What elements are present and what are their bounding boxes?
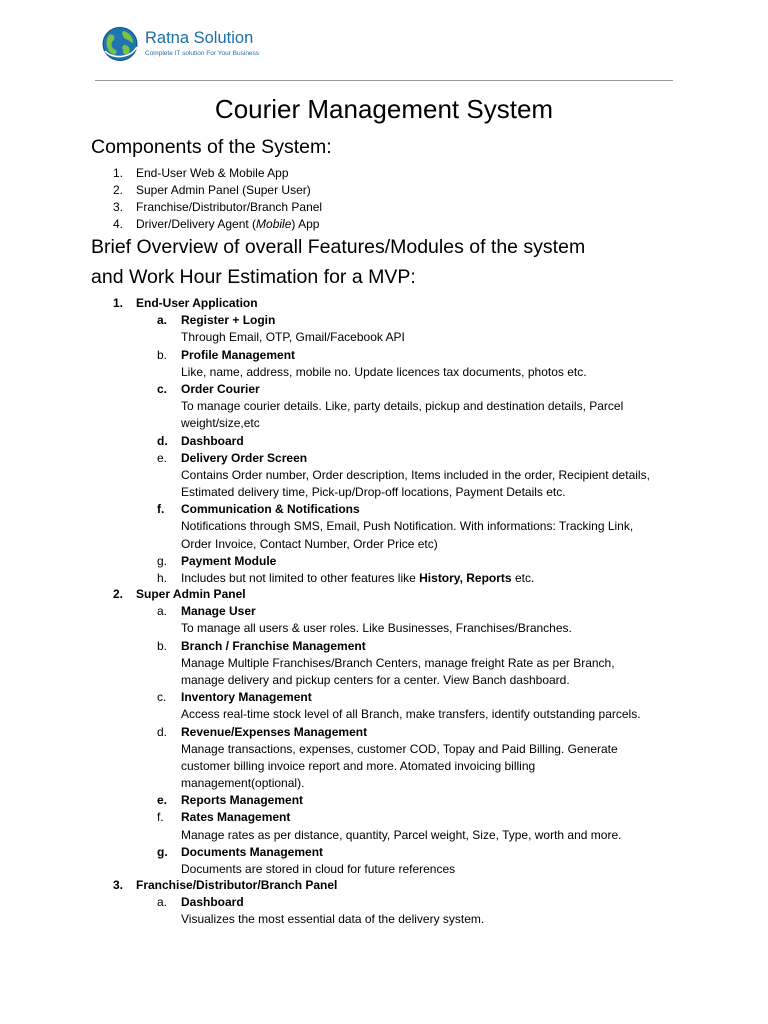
- section-franchise-panel: [0, 877, 768, 929]
- feature-title: [0, 809, 768, 826]
- feature-title: [0, 381, 768, 398]
- feature-title: [0, 553, 768, 570]
- feature-title-text: Delivery Order Screen: [181, 450, 308, 465]
- feature-description: Access real-time stock level of all Branch, make transfers, identify outstanding parcels.: [181, 707, 641, 722]
- item-letter: g.: [157, 553, 168, 568]
- list-number: 1.: [113, 166, 124, 180]
- feature-title-text: Inventory Management: [181, 690, 312, 705]
- feature-title: [0, 792, 768, 809]
- overview-heading-line1: Brief Overview of overall Features/Modules of the system: [91, 236, 586, 258]
- feature-title: [0, 844, 768, 861]
- overview-heading: [91, 232, 585, 292]
- feature-description: Manage rates as per distance, quantity, Parcel weight, Size, Type, worth and more.: [181, 827, 622, 842]
- component-text-post: ) App: [291, 217, 320, 232]
- component-text-pre: Driver/Delivery Agent (: [136, 217, 257, 232]
- document-title: Courier Management System: [214, 94, 554, 124]
- feature-description: Notifications through SMS, Email, Push Notification. With informations: Tracking Link,: [181, 519, 634, 534]
- feature-title-text: Rates Management: [181, 810, 291, 825]
- feature-title: [0, 501, 768, 518]
- company-name: Ratna Solution: [145, 29, 254, 47]
- feature-description: To manage all users & user roles. Like Businesses, Franchises/Branches.: [181, 621, 572, 636]
- item-letter: c.: [157, 690, 167, 705]
- feature-title-text: Revenue/Expenses Management: [181, 724, 368, 739]
- section-heading: [0, 586, 768, 603]
- section-heading: [0, 295, 768, 312]
- feature-text-pre: Includes but not limited to other features like: [181, 571, 420, 585]
- component-text: Super Admin Panel (Super User): [136, 183, 311, 198]
- feature-description: Documents are stored in cloud for future references: [181, 862, 456, 876]
- section-title: Franchise/Distributor/Branch Panel: [136, 878, 338, 892]
- section-end-user-application: [0, 295, 768, 587]
- feature-text-bold: History, Reports: [419, 571, 512, 585]
- feature-description: Manage transactions, expenses, customer COD, Topay and Paid Billing. Generate: [181, 741, 618, 756]
- feature-title: [0, 433, 768, 450]
- item-letter: e.: [157, 450, 168, 465]
- component-text: End-User Web & Mobile App: [136, 166, 289, 180]
- feature-text-post: etc.: [511, 571, 535, 585]
- feature-title-text: Manage User: [181, 604, 256, 619]
- feature-title-text: Order Courier: [181, 381, 260, 396]
- component-item: [0, 165, 768, 182]
- feature-description: manage delivery and pickup centers for a center. View Banch dashboard.: [181, 672, 570, 687]
- components-heading: Components of the System:: [91, 136, 332, 158]
- feature-description: weight/size,etc: [181, 416, 260, 431]
- item-letter: f.: [157, 502, 165, 517]
- feature-title: [0, 603, 768, 620]
- feature-description: Visualizes the most essential data of the delivery system.: [181, 912, 485, 927]
- component-text-emphasis: Mobile: [256, 217, 292, 232]
- feature-title-text: Register + Login: [181, 313, 276, 328]
- feature-title: [0, 724, 768, 741]
- section-number: 2.: [113, 587, 124, 601]
- item-letter: d.: [157, 433, 168, 448]
- feature-title: [0, 312, 768, 329]
- item-letter: d.: [157, 724, 168, 739]
- item-letter: a.: [157, 895, 168, 910]
- item-letter: a.: [157, 313, 168, 328]
- overview-heading-line2: and Work Hour Estimation for a MVP:: [91, 266, 416, 288]
- feature-description: management(optional).: [181, 776, 305, 791]
- company-tagline: Complete IT solution For Your Business: [145, 50, 260, 57]
- item-letter: b.: [157, 347, 168, 362]
- list-number: 3.: [113, 200, 124, 215]
- item-letter: b.: [157, 638, 168, 653]
- company-logo: [100, 24, 280, 64]
- feature-description: To manage courier details. Like, party details, pickup and destination details, Parcel: [181, 399, 624, 414]
- section-number: 1.: [113, 296, 124, 310]
- feature-title: [0, 689, 768, 706]
- feature-title: [0, 894, 768, 911]
- feature-description: Order Invoice, Contact Number, Order Price etc): [181, 536, 438, 551]
- feature-title-text: Branch / Franchise Management: [181, 638, 366, 653]
- feature-title-text: Communication & Notifications: [181, 502, 360, 517]
- components-list: [0, 165, 768, 233]
- globe-logo-icon: [100, 25, 140, 63]
- item-letter: a.: [157, 604, 168, 619]
- section-heading: [0, 877, 768, 894]
- section-super-admin-panel: [0, 586, 768, 878]
- feature-description: Manage Multiple Franchises/Branch Centers, manage freight Rate as per Branch,: [181, 655, 615, 670]
- item-letter: f.: [157, 810, 164, 825]
- feature-title: [0, 450, 768, 467]
- feature-description: customer billing invoice report and more. Atomated invoicing billing: [181, 758, 536, 773]
- list-number: 2.: [113, 183, 124, 198]
- section-title: Super Admin Panel: [136, 587, 246, 601]
- feature-description: Contains Order number, Order description, Items included in the order, Recipient details,: [181, 467, 650, 482]
- item-letter: e.: [157, 793, 168, 808]
- section-number: 3.: [113, 878, 124, 892]
- component-text: Franchise/Distributor/Branch Panel: [136, 200, 323, 215]
- feature-title: [0, 638, 768, 655]
- feature-title-text: Payment Module: [181, 553, 277, 568]
- list-number: 4.: [113, 217, 124, 232]
- feature-title-text: Dashboard: [181, 433, 244, 448]
- feature-title: [0, 347, 768, 364]
- item-letter: g.: [157, 844, 168, 859]
- component-item: [0, 216, 768, 233]
- section-title: End-User Application: [136, 296, 258, 310]
- feature-description: Estimated delivery time, Pick-up/Drop-off locations, Payment Details etc.: [181, 485, 566, 500]
- feature-description: Like, name, address, mobile no. Update licences tax documents, photos etc.: [181, 364, 587, 379]
- header-divider: [95, 80, 673, 81]
- feature-title-text: Documents Management: [181, 844, 324, 859]
- feature-title-text: Dashboard: [181, 895, 244, 910]
- component-item: [0, 182, 768, 199]
- feature-description: Through Email, OTP, Gmail/Facebook API: [181, 330, 405, 345]
- feature-line: [0, 570, 768, 587]
- feature-title-text: Profile Management: [181, 347, 296, 362]
- item-letter: c.: [157, 381, 168, 396]
- feature-title-text: Reports Management: [181, 793, 304, 808]
- item-letter: h.: [157, 571, 168, 585]
- component-item: [0, 199, 768, 216]
